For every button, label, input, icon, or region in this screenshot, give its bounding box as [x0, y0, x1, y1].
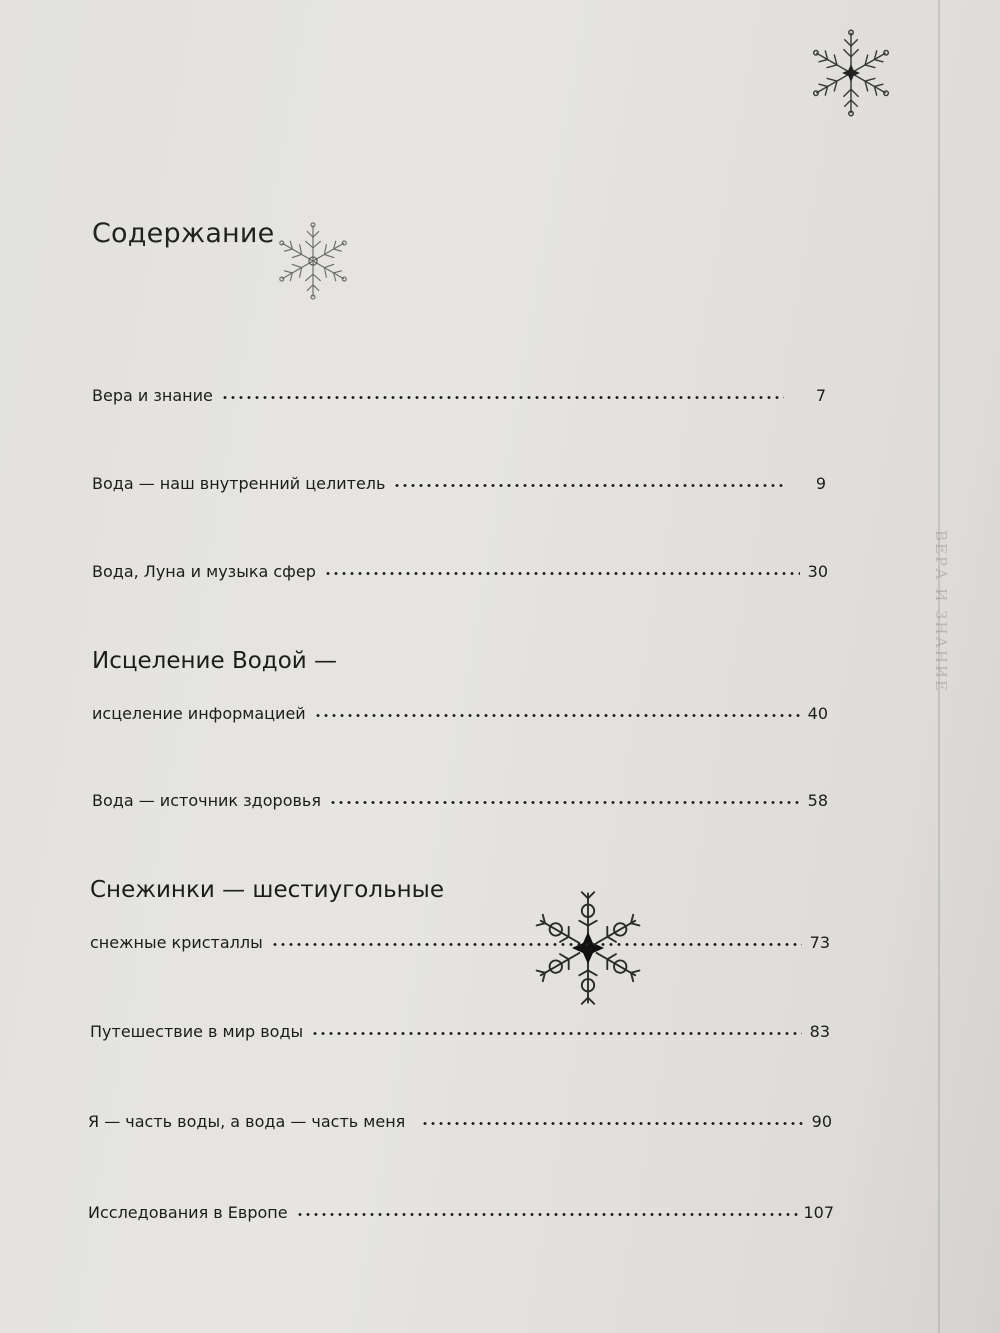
- toc-leader-dots: [221, 396, 784, 399]
- toc-leader-dots: [393, 484, 783, 487]
- toc-entry: [92, 791, 828, 810]
- toc-entry: [90, 1022, 830, 1041]
- toc-entry: [92, 386, 826, 405]
- toc-entry-title: Вода — источник здоровья: [92, 791, 321, 810]
- toc-entry: [92, 704, 828, 723]
- toc-entry-title-line1: Снежинки — шестиугольные: [90, 877, 444, 903]
- toc-entry-title: Исследования в Европе: [88, 1203, 288, 1222]
- toc-leader-dots: [329, 801, 800, 804]
- toc-page-number: 90: [811, 1112, 832, 1131]
- toc-page-number: 7: [815, 386, 826, 405]
- toc-entry: [88, 1203, 834, 1222]
- toc-page-number: 40: [807, 704, 828, 723]
- toc-page-number: 30: [807, 562, 828, 581]
- toc-leader-dots: [324, 572, 800, 575]
- toc-entry-title: Я — часть воды, а вода — часть меня: [88, 1112, 406, 1131]
- toc-entry: [88, 1112, 832, 1131]
- toc-page-number: 58: [807, 791, 828, 810]
- toc-entry: [90, 933, 830, 952]
- spine-bleed-text: ВЕРА И ЗНАНИЕ: [932, 530, 950, 693]
- toc-entry: [92, 474, 826, 493]
- toc-page-number: 107: [803, 1203, 834, 1222]
- toc-page-number: 9: [815, 474, 826, 493]
- toc-leader-dots: [271, 943, 802, 946]
- toc-entry-title: исцеление информацией: [92, 704, 306, 723]
- toc-leader-dots: [296, 1213, 802, 1216]
- toc-leader-dots: [311, 1032, 801, 1035]
- page-title: Содержание: [92, 218, 275, 249]
- toc-leader-dots: [314, 714, 800, 717]
- toc-entry-title: Вода, Луна и музыка сфер: [92, 562, 316, 581]
- toc-entry-title: снежные кристаллы: [90, 933, 263, 952]
- toc-entry-title: Вода — наш внутренний целитель: [92, 474, 386, 493]
- toc-entry-title: Вера и знание: [92, 386, 213, 405]
- toc-entry-title-line1: Исцеление Водой —: [92, 648, 338, 674]
- toc-page-number: 83: [809, 1022, 830, 1041]
- toc-entry-title: Путешествие в мир воды: [90, 1022, 304, 1041]
- toc-page-number: 73: [809, 933, 830, 952]
- toc-entry: [92, 562, 828, 581]
- toc-leader-dots: [421, 1122, 803, 1125]
